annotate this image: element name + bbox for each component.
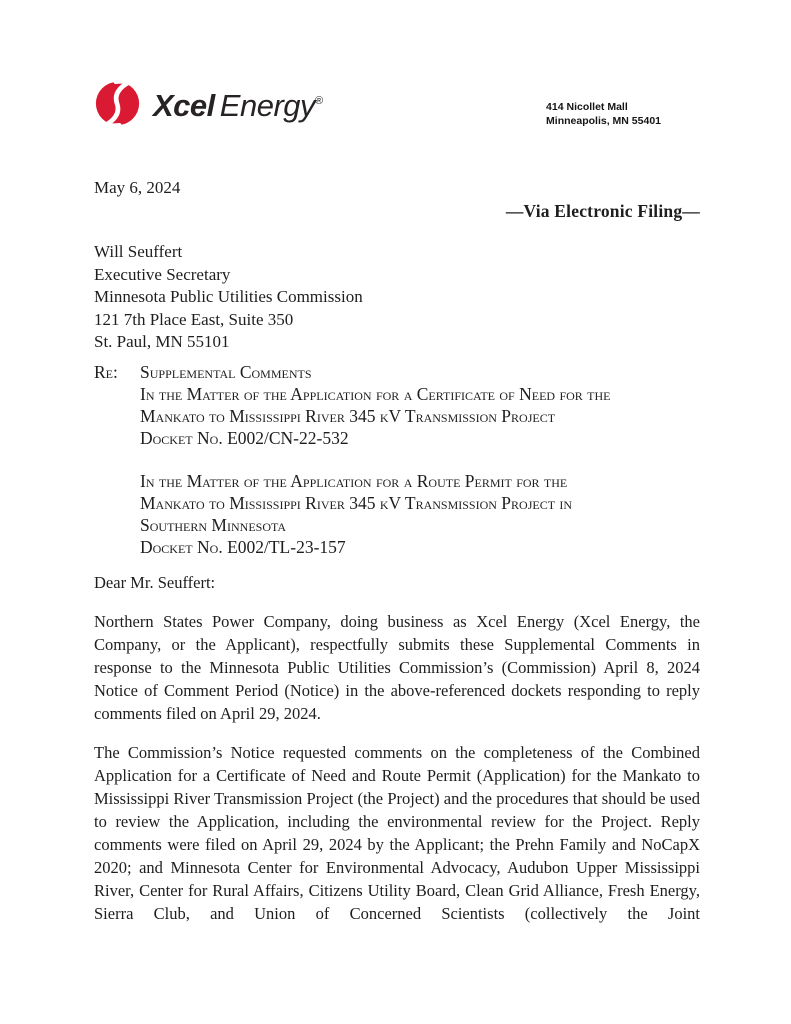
xcel-energy-swirl-icon [94, 80, 141, 127]
recipient-organization: Minnesota Public Utilities Commission [94, 287, 363, 306]
matter2-docket-number: Docket No. E002/TL-23-157 [140, 536, 346, 557]
matter-certificate-of-need [140, 383, 611, 449]
recipient-name: Will Seuffert [94, 242, 183, 261]
logo-wordmark [153, 78, 323, 129]
subject-label: Re: [94, 361, 118, 382]
letterhead-address [546, 100, 661, 128]
matter2-line1: In the Matter of the Application for a Route Permit for the [140, 470, 568, 491]
subject-block [94, 361, 700, 558]
recipient-street-address: 121 7th Place East, Suite 350 [94, 309, 294, 329]
letterhead [94, 78, 700, 132]
recipient-address-block [94, 241, 700, 354]
matter1-docket-number: Docket No. E002/CN-22-532 [140, 427, 349, 448]
registered-trademark-icon: ® [315, 95, 323, 107]
xcel-energy-logo [94, 78, 323, 129]
letterhead-address-line1: 414 Nicollet Mall [546, 101, 628, 113]
matter1-line1: In the Matter of the Application for a Certificate of Need for the [140, 383, 611, 404]
subject-content [140, 361, 611, 558]
matter1-line2: Mankato to Mississippi River 345 kV Transmission Project [140, 405, 556, 426]
body-paragraph-1: Northern States Power Company, doing business as Xcel Energy (Xcel Energy, the Company, or the Applicant), respectfully submits these Supplemental Comments in response to the Minnesota Public Utilities Commission’s (Commission) April 8, 2024 Notice of Comment Period (Notice) in the above-referenced dockets responding to reply comments filed on April 29, 2024. [94, 611, 700, 723]
matter-route-permit [140, 470, 611, 558]
subject-heading: Supplemental Comments [140, 361, 312, 382]
logo-word-xcel: Xcel [153, 88, 215, 123]
matter2-line2: Mankato to Mississippi River 345 kV Transmission Project in [140, 492, 573, 513]
body-paragraph-2: The Commission’s Notice requested comments on the completeness of the Combined Application for a Certificate of Need and Route Permit (Application) for the Mankato to Mississippi River Transmission Project (the Project) and the procedures that should be used to review the Application, including the environmental review for the Project. Reply comments were filed on April 29, 2024 by the Applicant; the Prehn Family and NoCapX 2020; and Minnesota Center for Environmental Advocacy, Audubon Upper Mississippi River, Center for Rural Affairs, Citizens Utility Board, Clean Grid Alliance, Fresh Energy, Sierra Club, and Union of Concerned Scientists (collectively the Joint [94, 742, 700, 923]
letter-date: May 6, 2024 [94, 178, 181, 197]
recipient-title: Executive Secretary [94, 264, 231, 284]
recipient-city-state-zip: St. Paul, MN 55101 [94, 332, 230, 351]
logo-word-energy: Energy [219, 88, 316, 123]
filing-method: —Via Electronic Filing— [505, 201, 700, 221]
letterhead-address-line2: Minneapolis, MN 55401 [546, 115, 661, 127]
salutation: Dear Mr. Seuffert: [94, 572, 216, 592]
matter2-line3: Southern Minnesota [140, 514, 287, 535]
